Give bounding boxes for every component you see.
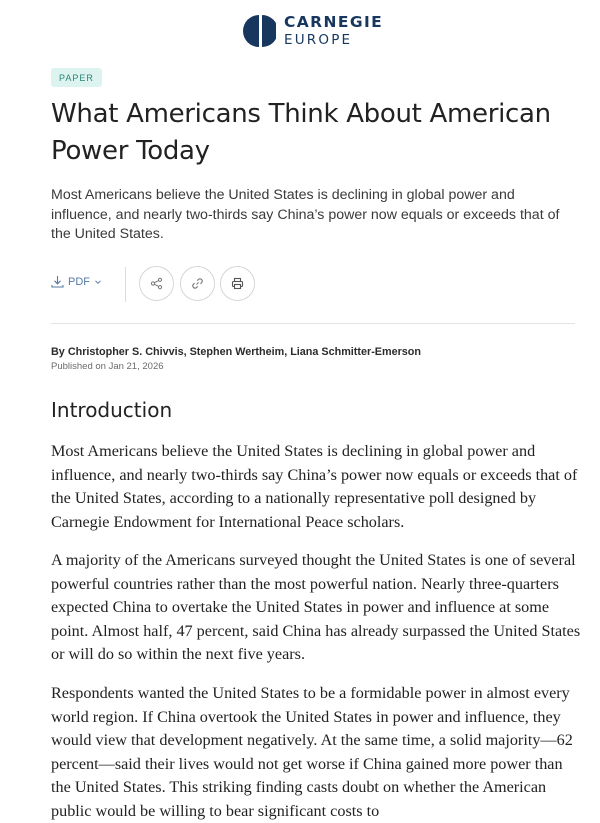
copy-link-button[interactable] bbox=[180, 266, 215, 301]
pdf-download-button[interactable] bbox=[51, 275, 102, 288]
carnegie-europe-logo[interactable] bbox=[242, 14, 383, 48]
author-byline bbox=[51, 346, 421, 358]
print-icon bbox=[231, 277, 244, 290]
body-paragraph: A majority of the Americans surveyed thought the United States is one of several powerful countries rather than the most powerful nation. Nearly three-quarters expected China to overtake the United States in power and influence at some point. Almost half, 47 percent, said China has already surpassed the United States or will do so within the next five years. bbox=[51, 551, 581, 663]
section-heading: Introduction bbox=[51, 398, 173, 422]
body-paragraph: Most Americans believe the United States is declining in global power and influence, and nearly two-thirds say China’s power now equals or exceeds that of the United States, according to a nationally representative poll designed by Carnegie Endowment for International Peace scholars. bbox=[51, 442, 578, 531]
page-title: What Americans Think About American Power Today bbox=[51, 99, 551, 166]
brand-region: EUROPE bbox=[284, 31, 353, 48]
pdf-label: PDF bbox=[68, 275, 90, 288]
carnegie-logo-mark-icon bbox=[242, 14, 276, 48]
link-icon bbox=[191, 277, 204, 290]
share-icon bbox=[150, 277, 163, 290]
article-actions bbox=[51, 265, 575, 305]
brand-name: CARNEGIE bbox=[284, 13, 384, 31]
publish-date: Published on Jan 21, 2026 bbox=[51, 361, 164, 372]
author-names[interactable]: Christopher S. Chivvis, Stephen Wertheim, Liana Schmitter-Emerson bbox=[67, 346, 421, 358]
header-divider bbox=[51, 323, 575, 324]
print-button[interactable] bbox=[220, 266, 255, 301]
body-paragraph: Respondents wanted the United States to be a formidable power in almost every world region. If China overtook the United States in power and influence, they would view that development negatively. At the same time, a solid majority—62 percent—said their lives would not get worse if China gained more power than the United States. This striking finding casts doubt on whether the American public would be willing to bear significant costs to bbox=[51, 684, 573, 820]
action-divider bbox=[125, 267, 126, 302]
download-icon bbox=[51, 275, 64, 288]
article-summary: Most Americans believe the United States is declining in global power and influence, and nearly two-thirds say China’s power now equals or exceeds that of the United States. bbox=[51, 187, 560, 242]
share-button[interactable] bbox=[139, 266, 174, 301]
chevron-down-icon bbox=[94, 278, 102, 286]
content-type-badge[interactable]: PAPER bbox=[51, 68, 102, 87]
byline-prefix: By bbox=[51, 346, 65, 358]
